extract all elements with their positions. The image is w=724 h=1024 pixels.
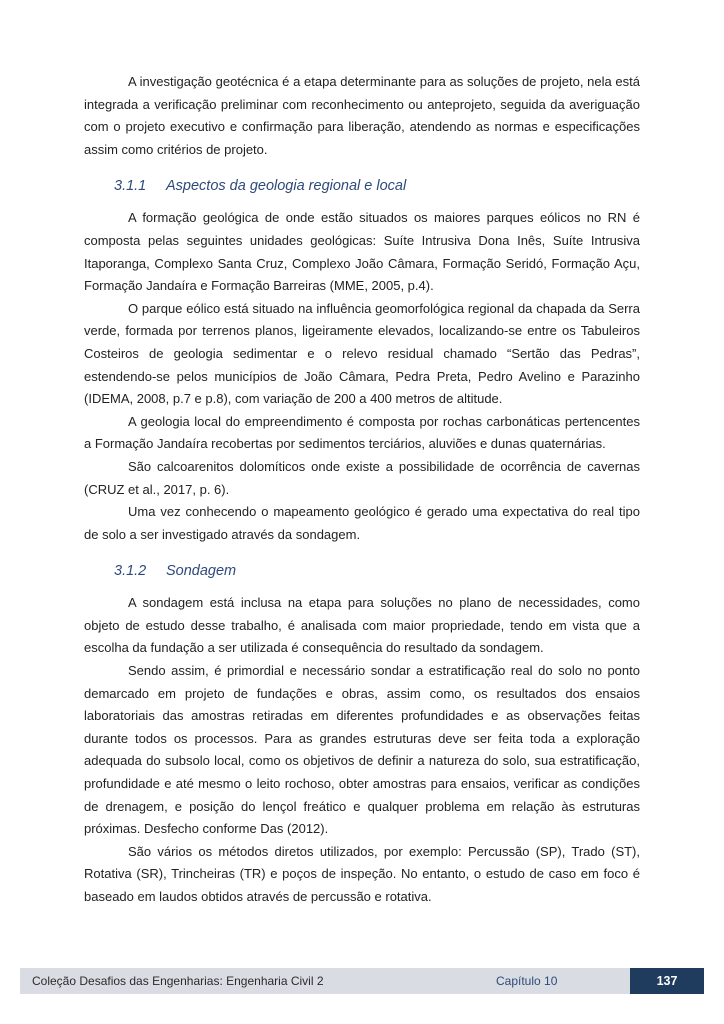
paragraph: Sendo assim, é primordial e necessário sondar a estratificação real do solo no ponto demarcado em projeto de fundações e obras, assim como, os resultados dos ensaios laboratoriais das amostras retiradas em diferentes profundidades e as observações feitas durante todos os processos. Para as grandes estruturas deve ser feita toda a exploração adequada do subsolo local, como os objetivos de definir a natureza do solo, sua estratificação, profundidade e até mesmo o leito rochoso, obter amostras para ensaios, verificar as condições de drenagem, e posição do lençol freático e qualquer problema em relação às estruturas próximas. Desfecho conforme Das (2012).	[84, 663, 640, 837]
section-heading-3-1-1	[84, 175, 640, 197]
footer-series-title: Coleção Desafios das Engenharias: Engenharia Civil 2	[32, 974, 324, 988]
section-title: Aspectos da geologia regional e local	[166, 178, 407, 195]
section-number: 3.1.2	[114, 563, 147, 580]
paragraph: A formação geológica de onde estão situados os maiores parques eólicos no RN é composta pelas seguintes unidades geológicas: Suíte Intrusiva Dona Inês, Suíte Intrusiva Itaporanga, Complexo Santa Cruz, Complexo João Câmara, Formação Seridó, Formação Açu, Formação Jandaíra e Formação Barreiras (MME, 2005, p.4).	[84, 210, 640, 294]
paragraph: O parque eólico está situado na influência geomorfológica regional da chapada da Serra verde, formada por terrenos planos, ligeiramente elevados, localizando-se entre os Tabuleiros Costeiros de geologia sedimentar e o relevo residual chamado “Sertão das Pedras”, estendendo-se pelos municípios de João Câmara, Pedra Preta, Pedro Avelino e Parazinho (IDEMA, 2008, p.7 e p.8), com variação de 200 a 400 metros de altitude.	[84, 300, 640, 407]
section-title: Sondagem	[166, 563, 237, 580]
section-heading-3-1-2	[84, 560, 640, 582]
paragraph: Uma vez conhecendo o mapeamento geológico é gerado uma expectativa do real tipo de solo a ser investigado através da sondagem.	[84, 504, 640, 542]
paragraph: A geologia local do empreendimento é composta por rochas carbonáticas pertencentes a Formação Jandaíra recobertas por sedimentos terciários, aluviões e dunas quaternárias.	[84, 413, 640, 452]
document-body	[84, 71, 640, 909]
footer-chapter: Capítulo 10	[496, 974, 558, 988]
paragraph-intro: A investigação geotécnica é a etapa determinante para as soluções de projeto, nela está integrada a verificação preliminar com reconhecimento ou anteprojeto, seguida da averiguação com o projeto executivo e confirmação para liberação, atendendo as normas e especificações assim como critérios de projeto.	[84, 74, 640, 157]
paragraph: A sondagem está inclusa na etapa para soluções no plano de necessidades, como objeto de estudo desse trabalho, é analisada com maior propriedade, tendo em vista que a escolha da fundação a ser utilizada é consequência do resultado da sondagem.	[84, 595, 640, 656]
page-footer	[20, 968, 704, 994]
section-number: 3.1.1	[114, 178, 147, 195]
paragraph: São vários os métodos diretos utilizados, por exemplo: Percussão (SP), Trado (ST), Rotativa (SR), Trincheiras (TR) e poços de inspeção. No entanto, o estudo de caso em foco é baseado em laudos obtidos através de percussão e rotativa.	[84, 843, 640, 904]
paragraph: São calcoarenitos dolomíticos onde existe a possibilidade de ocorrência de cavernas (CRUZ et al., 2017, p. 6).	[84, 458, 640, 497]
page-number: 137	[630, 968, 704, 994]
